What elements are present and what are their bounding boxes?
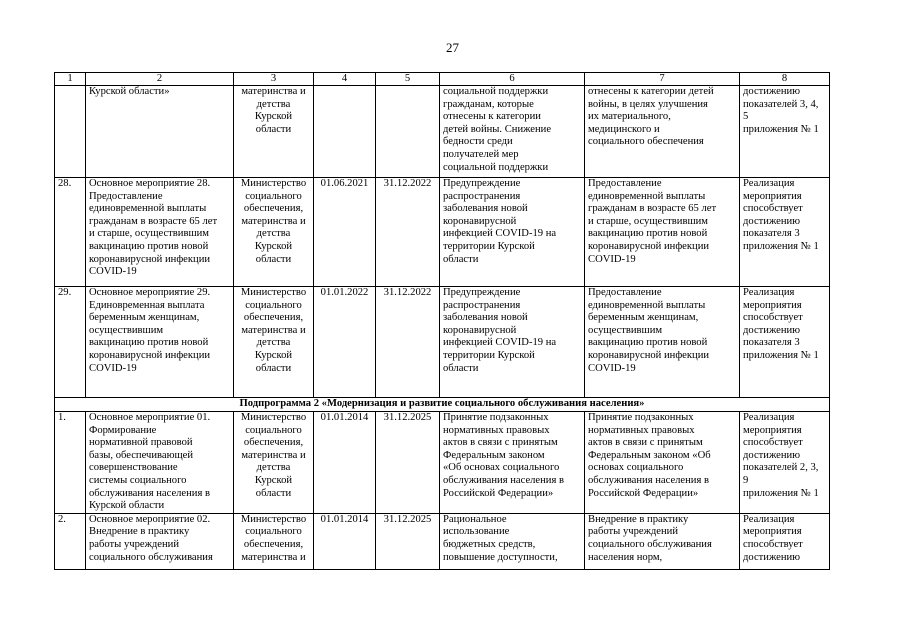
end-date [376,86,440,178]
table-row [55,287,830,398]
measure-name: Основное мероприятие 01. Формирование нормативной правовой базы, обеспечивающей совершенствование системы социального обслуживания населения в Курской области [86,412,234,514]
non-implementation-consequence: Предоставление единовременной выплаты гражданам в возрасте 65 лет и старше, осуществившим вакцинацию против новой коронавирусной инфекции COVID-19 [585,178,740,287]
start-date: 01.01.2014 [314,513,376,569]
responsible-executor: Министерство социального обеспечения, материнства и [234,513,314,569]
indicator-link: Реализация мероприятия способствует достижению показателя 3 приложения № 1 [740,178,830,287]
responsible-executor: Министерство социального обеспечения, материнства и детства Курской области [234,178,314,287]
row-number: 29. [55,287,86,398]
non-implementation-consequence: Внедрение в практику работы учреждений социального обслуживания населения норм, [585,513,740,569]
responsible-executor: Министерство социального обеспечения, материнства и детства Курской области [234,412,314,514]
column-header: 5 [376,73,440,86]
column-header: 6 [440,73,585,86]
indicator-link: достижению показателей 3, 4, 5 приложения № 1 [740,86,830,178]
subprogram-heading-row [55,398,830,412]
expected-result: Принятие подзаконных нормативных правовых актов в связи с принятым Федеральным законом «Об основах социального обслуживания населения в Российской Федерации» [440,412,585,514]
responsible-executor: материнства и детства Курской области [234,86,314,178]
page-number: 27 [446,40,459,55]
end-date: 31.12.2022 [376,287,440,398]
column-header: 1 [55,73,86,86]
expected-result: Рациональное использование бюджетных средств, повышение доступности, [440,513,585,569]
table-row [55,513,830,569]
expected-result: Предупреждение распространения заболевания новой коронавирусной инфекцией COVID-19 на территории Курской области [440,178,585,287]
expected-result: социальной поддержки гражданам, которые отнесены к категории детей войны. Снижение бедности среди получателей мер социальной поддержки [440,86,585,178]
row-number: 1. [55,412,86,514]
table-row [55,86,830,178]
measure-name: Основное мероприятие 02. Внедрение в практику работы учреждений социального обслуживания [86,513,234,569]
non-implementation-consequence: Предоставление единовременной выплаты беременным женщинам, осуществившим вакцинацию против новой коронавирусной инфекции COVID-19 [585,287,740,398]
table-header-row [55,73,830,86]
end-date: 31.12.2022 [376,178,440,287]
column-header: 8 [740,73,830,86]
measures-table [54,72,830,570]
start-date [314,86,376,178]
column-header: 2 [86,73,234,86]
start-date: 01.01.2014 [314,412,376,514]
column-header: 3 [234,73,314,86]
measure-name: Основное мероприятие 29. Единовременная выплата беременным женщинам, осуществившим вакцинацию против новой коронавирусной инфекции COVID-19 [86,287,234,398]
end-date: 31.12.2025 [376,412,440,514]
indicator-link: Реализация мероприятия способствует достижению [740,513,830,569]
non-implementation-consequence: Принятие подзаконных нормативных правовых актов в связи с принятым Федеральным законом «Об основах социального обслуживания населения в Российской Федерации» [585,412,740,514]
indicator-link: Реализация мероприятия способствует достижению показателя 3 приложения № 1 [740,287,830,398]
row-number: 28. [55,178,86,287]
end-date: 31.12.2025 [376,513,440,569]
start-date: 01.06.2021 [314,178,376,287]
non-implementation-consequence: отнесены к категории детей войны, в целях улучшения их материального, медицинского и социального обеспечения [585,86,740,178]
column-header: 7 [585,73,740,86]
responsible-executor: Министерство социального обеспечения, материнства и детства Курской области [234,287,314,398]
row-number [55,86,86,178]
indicator-link: Реализация мероприятия способствует достижению показателей 2, 3, 9 приложения № 1 [740,412,830,514]
start-date: 01.01.2022 [314,287,376,398]
column-header: 4 [314,73,376,86]
expected-result: Предупреждение распространения заболевания новой коронавирусной инфекцией COVID-19 на территории Курской области [440,287,585,398]
measure-name: Курской области» [86,86,234,178]
table-row [55,412,830,514]
row-number: 2. [55,513,86,569]
measure-name: Основное мероприятие 28. Предоставление единовременной выплаты гражданам в возрасте 65 лет и старше, осуществившим вакцинацию против новой коронавирусной инфекции COVID-19 [86,178,234,287]
table-row [55,178,830,287]
subprogram-title: Подпрограмма 2 «Модернизация и развитие социального обслуживания населения» [55,398,830,412]
